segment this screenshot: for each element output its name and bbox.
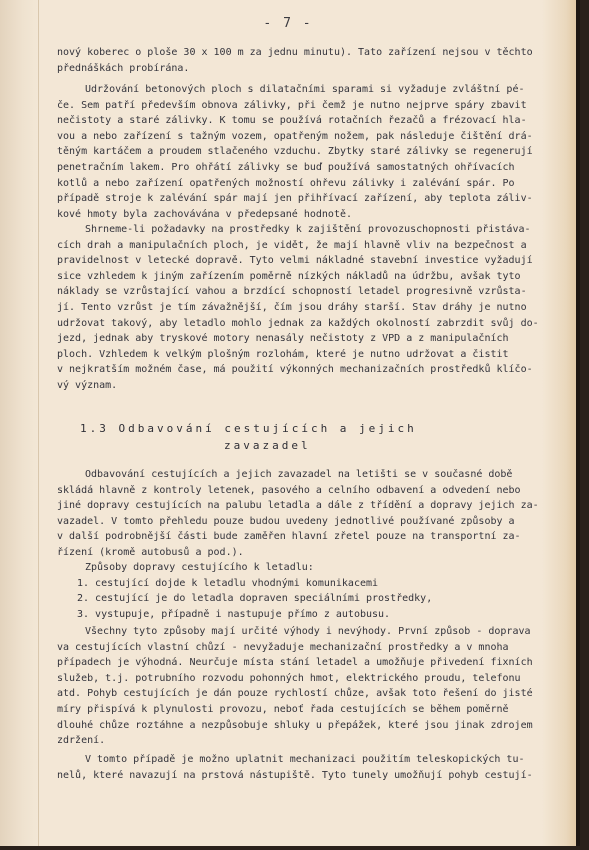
text-line: kové hmoty byla zachovávána v předepsané hodnotě. bbox=[57, 208, 353, 220]
text-line: jiné dopravy cestujících na palubu letadla a dále z třídění a dopravy jejich za- bbox=[57, 500, 539, 512]
list-item: 1. cestující dojde k letadlu vhodnými komunikacemi bbox=[77, 577, 379, 589]
text-line: kotlů a nebo zařízení opatřených možností ohřevu zálivky i zalévání spár. Po bbox=[57, 177, 515, 189]
text-line: V tomto případě je možno uplatnit mechanizaci použitím teleskopických tu- bbox=[85, 754, 525, 765]
text-line: případech je výhodná. Neurčuje místa stání letadel a umožňuje přivedení fixních bbox=[57, 657, 533, 669]
text-line: zdržení. bbox=[57, 735, 106, 747]
heading-line: 1.3 Odbavování cestujících a jejich bbox=[80, 422, 417, 435]
text-line: míry přispívá k plynulosti provozu, neboť řada cestujících se během poměrně bbox=[57, 703, 509, 715]
text-line: če. Sem patří především obnova zálivky, při čemž je nutno nejprve spáry zbavit bbox=[57, 99, 527, 111]
text-line: ploch. Vzhledem k velkým plošným rozlohám, které je nutno udržovat a čistit bbox=[57, 348, 509, 360]
text-line: vazadel. V tomto přehledu pouze budou uvedeny jednotlivé používané způsoby a bbox=[57, 515, 515, 527]
list-item: 2. cestující je do letadla dopraven speciálními prostředky, bbox=[77, 593, 433, 605]
text-line: pravidelnost v letecké dopravě. Tyto velmi nákladné stavební investice vyžadují bbox=[57, 255, 533, 267]
paragraph-summary bbox=[57, 222, 539, 394]
page-number: - 7 - bbox=[263, 16, 313, 31]
text-line: dlouhé chůze roztáhne a nezpůsobuje shluky u přepážek, které jsou jinak zdrojem bbox=[57, 719, 533, 731]
text-line: služeb, t.j. potrubního rozvodu pohonných hmot, elektrického proudu, telefonu bbox=[57, 672, 521, 684]
text-line: cích drah a manipulačních ploch, je vidět, že mají hlavně vliv na bezpečnost a bbox=[57, 239, 527, 251]
text-line: skládá hlavně z kontroly letenek, pasového a celního odbavení a odvedení nebo bbox=[57, 484, 521, 496]
text-line: udržovat takový, aby letadlo mohlo jednak za každých okolností zabrzdit svůj do- bbox=[57, 317, 539, 329]
text-line: sice vzhledem k jiným zařízením poměrně nízkých nákladů na údržbu, avšak tyto bbox=[57, 270, 521, 282]
text-line: Odbavování cestujících a jejich zavazadel na letišti se v současné době bbox=[85, 469, 513, 480]
text-line: v nejkratším možném čase, má použití výkonných mechanizačních prostředků klíčo- bbox=[57, 364, 533, 376]
text-line: va cestujících vlastní chůzí - nevyžaduje mechanizační prostředky a v mnoha bbox=[57, 641, 509, 653]
transport-methods-block bbox=[57, 560, 527, 622]
list-title: Způsoby dopravy cestujícího k letadlu: bbox=[85, 562, 314, 573]
text-line: nečistoty a staré zálivky. K tomu se používá rotačních řezačů a frézovací hla- bbox=[57, 115, 527, 127]
page-edge-shadow bbox=[542, 0, 576, 846]
text-line: těným kartáčem a proudem stlačeného vzduchu. Zbytky staré zálivky se regenerují bbox=[57, 146, 533, 158]
heading-line: zavazadel bbox=[224, 439, 311, 452]
text-line: atd. Pohyb cestujících je dán pouze rychlostí chůze, avšak toto řešení do jisté bbox=[57, 688, 533, 700]
text-line: vou a nebo zařízení s tažným vozem, opatřeným nožem, pak následuje čištění drá- bbox=[57, 130, 533, 142]
text-line: v další podrobnější části bude zaměřen hlavní zřetel pouze na transportní za- bbox=[57, 531, 521, 543]
text-line: penetračním lakem. Pro ohřátí zálivky se buď používá samostatných ohřívacích bbox=[57, 161, 515, 173]
text-line: náklady se vzrůstající vahou a brzdící schopností letadel progresivně vzrůsta- bbox=[57, 286, 527, 298]
list-item: 3. vystupuje, případně i nastupuje přímo z autobusu. bbox=[77, 608, 391, 620]
section-heading bbox=[80, 420, 500, 454]
text-line: jezd, jednak aby tryskové motory nenasály nečistoty z VPD a z manipulačních bbox=[57, 333, 509, 345]
text-line: Shrneme-li požadavky na prostředky k zajištění provozuschopnosti přistáva- bbox=[85, 224, 531, 235]
text-line: přednáškách probírána. bbox=[57, 62, 190, 74]
paragraph-telescopic-tunnels bbox=[57, 752, 533, 783]
text-line: jí. Tento vzrůst je tím závažnější, čím jsou dráhy starší. Stav dráhy je nutno bbox=[57, 301, 527, 313]
binding-spine bbox=[0, 0, 39, 846]
text-line: vý význam. bbox=[57, 379, 118, 391]
text-line: řízení (kromě autobusů a pod.). bbox=[57, 546, 244, 558]
text-line: Všechny tyto způsoby mají určité výhody i nevýhody. První způsob - doprava bbox=[85, 626, 531, 637]
text-line: Udržování betonových ploch s dilatačními sparami si vyžaduje zvláštní pé- bbox=[85, 84, 525, 95]
text-line: nelů, které navazují na prstová nástupiště. Tyto tunely umožňují pohyb cestují- bbox=[57, 769, 533, 781]
paragraph-handling-intro bbox=[57, 467, 539, 561]
text-line: případě stroje k zalévání spár mají jen přihřívací zařízení, aby teplota záliv- bbox=[57, 193, 533, 205]
paragraph-advantages bbox=[57, 624, 533, 749]
text-line: nový koberec o ploše 30 x 100 m za jednu minutu). Tato zařízení nejsou v těchto bbox=[57, 47, 533, 58]
paragraph-continuation bbox=[57, 45, 533, 76]
paragraph-concrete-maintenance bbox=[57, 82, 533, 222]
